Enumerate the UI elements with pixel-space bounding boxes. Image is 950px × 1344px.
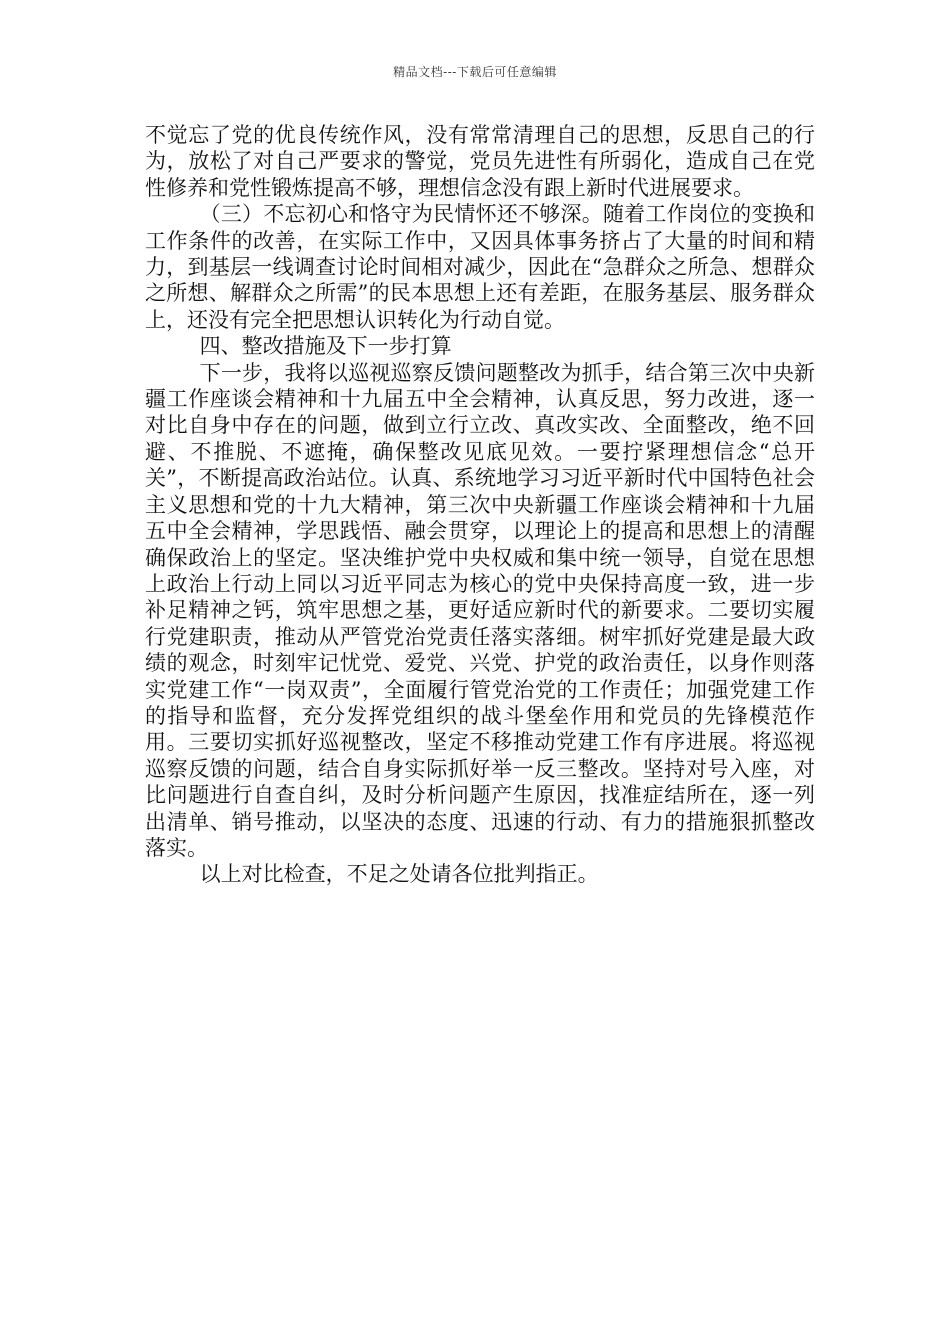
section-heading-four: 四、整改措施及下一步打算 bbox=[199, 334, 452, 359]
paragraph-section-three: （三）不忘初心和恪守为民情怀还不够深。随着工作岗位的变换和工作条件的改善，在实际工作中，又因具体事务挤占了大量的时间和精力，到基层一线调查讨论时间相对减少，因此在“急群众之所急、想群众之所想、解群众之所需”的民本思想上还有差距，在服务基层、服务群众上，还没有完全把思想认识转化为行动自觉。 bbox=[145, 202, 815, 332]
paragraph-continuation: 不觉忘了党的优良传统作风，没有常常清理自己的思想，反思自己的行为，放松了对自己严要求的警觉，党员先进性有所弱化，造成自己在党性修养和党性锻炼提高不够，理想信念没有跟上新时代进展要求。 bbox=[145, 123, 815, 200]
paragraph-closing: 以上对比检查，不足之处请各位批判指正。 bbox=[199, 862, 599, 887]
paragraph-measures: 下一步，我将以巡视巡察反馈问题整改为抓手，结合第三次中央新疆工作座谈会精神和十九届五中全会精神，认真反思，努力改进，逐一对比自身中存在的问题，做到立行立改、真改实改、全面整改，绝不回避、不推脱、不遮掩，确保整改见底见效。一要拧紧理想信念“总开关”，不断提高政治站位。认真、系统地学习习近平新时代中国特色社会主义思想和党的十九大精神，第三次中央新疆工作座谈会精神和十九届五中全会精神，学思践悟、融会贯穿，以理论上的提高和思想上的清醒确保政治上的坚定。坚决维护党中央权威和集中统一领导，自觉在思想上政治上行动上同以习近平同志为核心的党中央保持高度一致，进一步补足精神之钙，筑牢思想之基，更好适应新时代的新要求。二要切实履行党建职责，推动从严管党治党责任落实落细。树牢抓好党建是最大政绩的观念，时刻牢记忧党、爱党、兴党、护党的政治责任，以身作则落实党建工作“一岗双责”，全面履行管党治党的工作责任；加强党建工作的指导和监督，充分发挥党组织的战斗堡垒作用和党员的先锋模范作用。三要切实抓好巡视整改，坚定不移推动党建工作有序进展。将巡视巡察反馈的问题，结合自身实际抓好举一反三整改。坚持对号入座，对比问题进行自查自纠，及时分析问题产生原因，找准症结所在，逐一列出清单、销号推动，以坚决的态度、迅速的行动、有力的措施狠抓整改落实。 bbox=[145, 360, 815, 860]
document-body bbox=[145, 122, 815, 888]
page-header: 精品文档---下载后可任意编辑 bbox=[393, 65, 557, 79]
